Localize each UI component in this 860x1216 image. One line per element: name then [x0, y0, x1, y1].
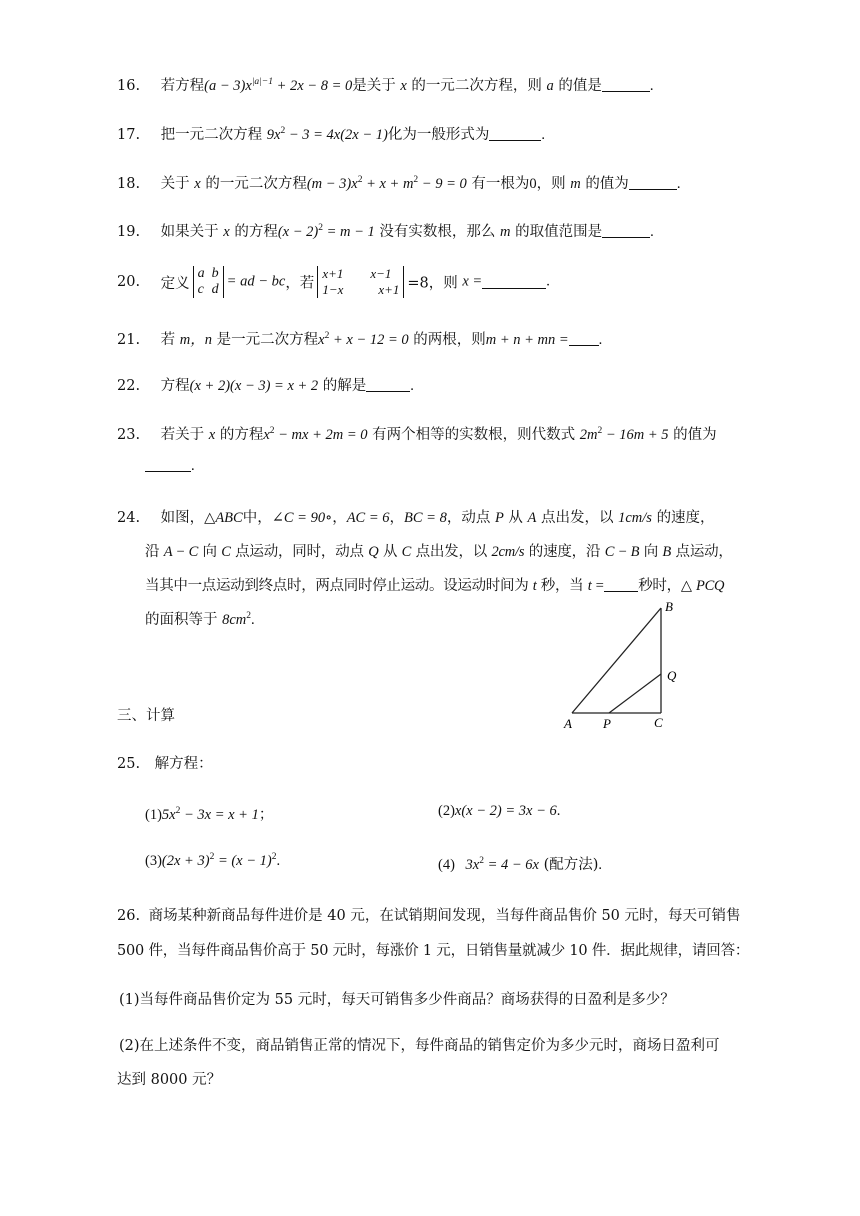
question-24-line-2: 沿 A − C 向 C 点运动，同时，动点 Q 从 C 点出发，以 2cm/s 的速度，沿 C − B 向 B 点运动，	[145, 544, 733, 560]
equation-4: (4) $3x^2 = 4 - 6x$ (配方法).	[438, 856, 603, 873]
label-a: A	[564, 716, 572, 730]
answer-blank[interactable]	[602, 79, 650, 92]
triangle-figure	[560, 600, 680, 730]
question-25: 25. 解方程：	[117, 756, 213, 772]
determinant-expression: x+1 x−1 1−x x+1	[317, 266, 404, 298]
question-number: 25.	[117, 756, 141, 772]
equation-3: $(3)(2x + 3)^2 = (x - 1)^2$.	[145, 852, 281, 869]
question-23-answer-line: .	[145, 458, 195, 475]
question-26-part-2: (2)在上述条件不变，商品销售正常的情况下，每件商品的销售定价为多少元时，商场日盈利可	[119, 1038, 720, 1054]
answer-blank[interactable]	[489, 128, 541, 141]
question-number: 17.	[117, 127, 141, 143]
question-24: 24. 如图，△ABC中，∠C = 90∘，AC = 6，BC = 8，动点 P 从 A 点出发，以 1cm/s 的速度，	[117, 510, 715, 526]
question-18: 18. 关于 x 的一元二次方程$(m - 3)x^2 + x + m^2 - 9 = 0$ 有一根为0，则 m 的值为 .	[117, 175, 681, 192]
answer-blank[interactable]	[145, 459, 191, 472]
question-23: 23. 若关于 x 的方程$x^2$ − mx + 2m = 0 有两个相等的实数根，则代数式 $2m^2 - 16m + 5$ 的值为	[117, 426, 717, 443]
answer-blank[interactable]	[482, 276, 546, 289]
question-number: 22.	[117, 378, 141, 394]
label-c: C	[654, 715, 663, 730]
answer-blank[interactable]	[602, 225, 650, 238]
question-number: 19.	[117, 224, 141, 240]
label-q: Q	[667, 668, 677, 683]
answer-blank[interactable]	[569, 333, 599, 346]
question-26-part-2-line-2: 达到 8000 元？	[117, 1072, 222, 1088]
answer-blank[interactable]	[604, 579, 638, 592]
side-ab	[572, 608, 661, 713]
section-title: 三、计算	[117, 708, 175, 724]
question-number: 20.	[117, 274, 141, 290]
question-21: 21. 若 m，n 是一元二次方程$x^2 + x - 12 = 0$ 的两根，则m + n + mn = .	[117, 331, 603, 348]
question-number: 24.	[117, 510, 141, 526]
label-b: B	[665, 600, 673, 614]
question-22: 22. 方程(x + 2)(x − 3) = x + 2 的解是 .	[117, 378, 414, 394]
equation-1: $(1)5x^2 - 3x = x + 1$；	[145, 806, 274, 823]
label-p: P	[603, 716, 611, 730]
question-16: 16. 若方程$(a - 3)x^{|a|-1} + 2x - 8 = 0$是关于 x 的一元二次方程，则 a 的值是 .	[117, 77, 654, 94]
equation-2: (2)x(x − 2) = 3x − 6.	[438, 803, 561, 819]
question-20: 20. 定义 a b c d = ad − bc，若 x+1 x−1 1−x x+1 =8，则 x = .	[117, 266, 550, 297]
question-number: 18.	[117, 176, 141, 192]
question-number: 21.	[117, 332, 141, 348]
question-26-line-2: 500 件，当每件商品售价高于 50 元时，每涨价 1 元，日销售量就减少 10 件．据此规律，请回答：	[117, 943, 750, 959]
question-number: 26.	[117, 908, 141, 924]
answer-blank[interactable]	[366, 379, 410, 392]
question-24-line-3: 当其中一点运动到终点时，两点同时停止运动。设运动时间为 t 秒，当 t = 秒时，△ PCQ	[145, 578, 725, 594]
segment-pq	[609, 674, 661, 713]
determinant-definition: a b c d	[193, 266, 224, 298]
question-number: 23.	[117, 427, 141, 443]
question-17: 17. 把一元二次方程 $9x^2 - 3 = 4x(2x - 1)$化为一般形式为 .	[117, 126, 545, 143]
question-26-part-1: (1)当每件商品售价定为 55 元时，每天可销售多少件商品？商场获得的日盈利是多少？	[119, 992, 675, 1008]
question-19: 19. 如果关于 x 的方程$(x - 2)^2 = m - 1$ 没有实数根，那么 m 的取值范围是 .	[117, 223, 654, 240]
question-24-line-4: 的面积等于 $8cm^2$.	[145, 611, 255, 628]
question-number: 16.	[117, 78, 141, 94]
answer-blank[interactable]	[629, 177, 677, 190]
question-26: 26. 商场某种新商品每件进价是 40 元，在试销期间发现，当每件商品售价 50 元时，每天可销售	[117, 908, 741, 924]
